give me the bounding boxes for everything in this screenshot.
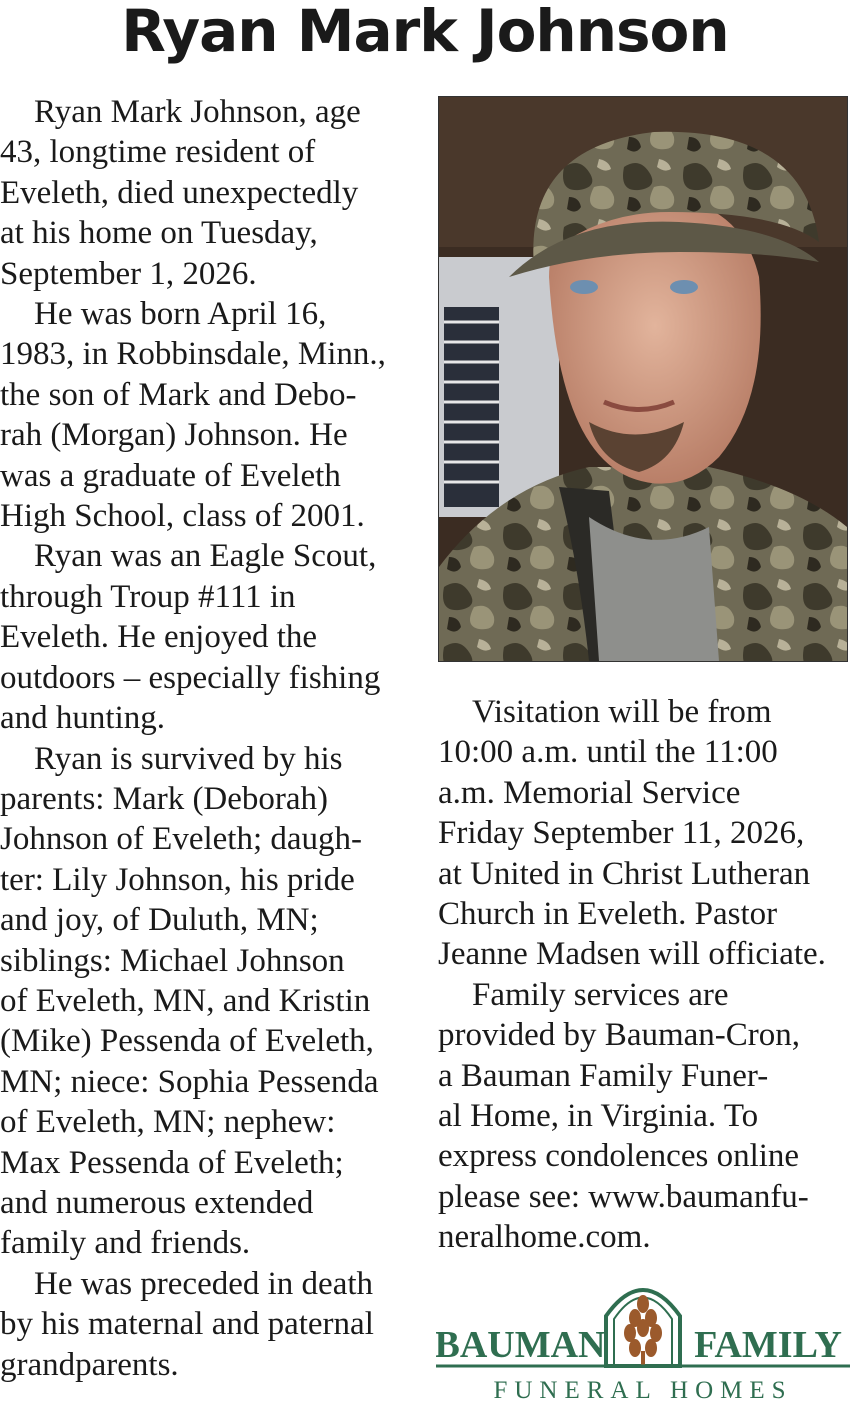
logo-word-right: FAMILY <box>694 1324 842 1366</box>
birth-paragraph: He was born April 16, 1983, in Robbinsdale, Minn., the son of Mark and Debo- rah (Morgan) Johnson. He was a graduate of Eveleth High School, class of 2001. <box>0 296 386 535</box>
services-paragraph: Family services are provided by Bauman-Cron, a Bauman Family Funer- al Home, in Virginia. To express condolences online please see: www.baumanfu- neralhome.com. <box>438 976 809 1256</box>
left-column <box>0 92 420 1385</box>
interests-paragraph: Ryan was an Eagle Scout, through Troup #111 in Eveleth. He enjoyed the outdoors – especially fishing and hunting. <box>0 538 381 737</box>
logo-word-left: BAUMAN <box>436 1324 606 1366</box>
survivors-paragraph: Ryan is survived by his parents: Mark (Deborah) Johnson of Eveleth; daugh- ter: Lily Johnson, his pride and joy, of Duluth, MN; siblings: Michael Johnson of Eveleth, MN, and Kristin (Mike) Pessenda of Eveleth, MN; niece: Sophia Pessenda of Eveleth, MN; nephew: Max Pessenda of Eveleth; and numerous extended family and friends. <box>0 740 379 1262</box>
right-column <box>438 692 850 1258</box>
funeral-home-logo <box>436 1266 850 1403</box>
portrait-photo <box>438 96 848 662</box>
preceded-paragraph: He was preceded in death by his maternal and paternal grandparents. <box>0 1265 374 1383</box>
wheat-icon <box>624 1295 662 1366</box>
logo-subtitle: FUNERAL HOMES <box>493 1377 793 1403</box>
intro-paragraph: Ryan Mark Johnson, age 43, longtime resident of Eveleth, died unexpectedly at his home on Tuesday, September 1, 2026. <box>0 94 361 292</box>
obituary-title: Ryan Mark Johnson <box>121 0 729 65</box>
visitation-paragraph: Visitation will be from 10:00 a.m. until the 11:00 a.m. Memorial Service Friday September 11, 2026, at United in Christ Lutheran Church in Eveleth. Pastor Jeanne Madsen will officiate. <box>438 694 826 973</box>
portrait-illustration <box>439 97 847 661</box>
logo-graphic <box>436 1266 850 1403</box>
